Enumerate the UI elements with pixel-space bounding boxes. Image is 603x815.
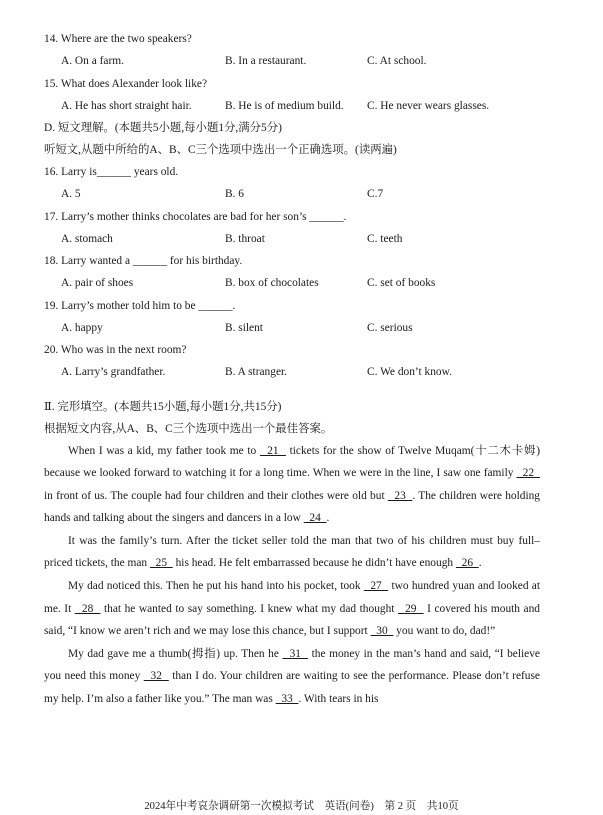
section-d-title: D. 短文理解。(本题共5小题,每小题1分,满分5分) <box>44 122 282 134</box>
passage-paragraph-4 <box>44 643 540 711</box>
question-15: 15. What does Alexander look like? <box>44 77 208 90</box>
option-c: C. He never wears glasses. <box>367 99 490 112</box>
options-14 <box>44 50 540 73</box>
question-17: 17. Larry’s mother thinks chocolates are bad for her son’s ______. <box>44 210 347 223</box>
blank-29: 29 <box>398 602 424 615</box>
passage-text: It was the family’s turn. After the ticket seller told the man that two of his children must buy full–priced tickets, the man <box>44 534 540 570</box>
passage-text: than I do. Your children are waiting to see the performance. Please don’t refuse my help. I’m also a father like you.” The man was <box>44 670 540 706</box>
passage-text: . The children were holding hands and talking about the singers and dancers in a low <box>44 489 540 525</box>
passage-text: in front of us. The couple had four children and their clothes were old but <box>44 489 388 502</box>
option-b: B. In a restaurant. <box>225 55 307 67</box>
blank-26: 26 <box>455 557 479 570</box>
options-20 <box>44 361 540 384</box>
page-footer: 2024年中考哀杂调研第一次模拟考试 英语(问卷) 第 2 页 共10页 <box>144 801 459 812</box>
blank-22: 22 <box>516 467 540 480</box>
option-b: B. throat <box>225 232 265 245</box>
section-2-instruction: 根据短文内容,从A、B、C三个选项中选出一个最佳答案。 <box>44 422 333 435</box>
passage-text: My dad gave me a thumb(拇指) up. Then he <box>68 647 283 660</box>
blank-27: 27 <box>363 580 389 593</box>
section-d-instruction: 听短文,从题中所给的A、B、C三个选项中选出一个正确选项。(读两遍) <box>44 144 397 156</box>
option-c: C. serious <box>367 321 413 334</box>
option-a: A. happy <box>61 321 103 334</box>
options-16 <box>44 183 540 206</box>
blank-24: 24 <box>303 512 327 525</box>
blank-32: 32 <box>143 670 169 683</box>
passage-text: . <box>478 557 482 570</box>
passage-text: I covered his mouth and said, “I know we aren’t rich and we may lose this chance, but I support <box>44 602 540 638</box>
option-a: A. Larry’s grandfather. <box>61 366 166 378</box>
option-b: B. 6 <box>225 188 244 200</box>
option-a: A. pair of shoes <box>61 277 134 289</box>
blank-30: 30 <box>370 625 394 638</box>
passage-text: the money in the man’s hand and said, “I believe you need this money <box>44 647 540 683</box>
option-b: B. He is of medium build. <box>225 99 344 112</box>
passage-paragraph-3 <box>44 575 540 643</box>
option-a: A. On a farm. <box>61 55 124 67</box>
blank-28: 28 <box>74 602 101 615</box>
blank-25: 25 <box>149 557 173 570</box>
question-20: 20. Who was in the next room? <box>44 344 187 356</box>
option-a: A. stomach <box>61 232 113 245</box>
option-b: B. A stranger. <box>225 366 288 378</box>
options-18 <box>44 272 540 295</box>
passage-text: two hundred yuan and looked at me. It <box>44 580 540 615</box>
question-19: 19. Larry’s mother told him to be ______. <box>44 299 236 312</box>
blank-23: 23 <box>387 489 413 502</box>
question-14: 14. Where are the two speakers? <box>44 33 192 45</box>
option-c: C. We don’t know. <box>367 366 452 378</box>
options-15 <box>44 95 540 118</box>
passage-text: When I was a kid, my father took me to <box>68 444 260 457</box>
option-c: C. teeth <box>367 232 403 245</box>
option-c: C.7 <box>367 188 384 200</box>
option-c: C. At school. <box>367 55 427 67</box>
blank-31: 31 <box>282 647 309 660</box>
option-b: B. silent <box>225 321 263 334</box>
question-16: 16. Larry is______ years old. <box>44 166 179 178</box>
options-19 <box>44 317 540 340</box>
passage-text: you want to do, dad!” <box>393 625 496 638</box>
passage-text: . With tears in his <box>298 693 379 706</box>
section-2-title: Ⅱ. 完形填空。(本题共15小题,每小题1分,共15分) <box>44 400 282 413</box>
passage-text: that he wanted to say something. I knew what my dad thought <box>100 602 398 615</box>
passage-paragraph-1 <box>44 440 540 530</box>
option-c: C. set of books <box>367 277 436 289</box>
option-a: A. He has short straight hair. <box>61 99 192 112</box>
blank-21: 21 <box>259 444 286 457</box>
passage-text: tickets for the show of Twelve Muqam(十二木卡姆) because we looked forward to watching it for a long time. When we were in the line, I saw one family <box>44 444 541 480</box>
passage-text: his head. He felt embarrassed because he didn’t have enough <box>172 557 456 570</box>
passage-text: . <box>326 512 330 525</box>
blank-33: 33 <box>275 693 299 706</box>
passage-text: My dad noticed this. Then he put his hand into his pocket, took <box>68 580 364 593</box>
options-17 <box>44 228 540 251</box>
option-b: B. box of chocolates <box>225 277 319 289</box>
question-18: 18. Larry wanted a ______ for his birthday. <box>44 255 243 267</box>
passage-paragraph-2 <box>44 530 540 575</box>
option-a: A. 5 <box>61 188 81 200</box>
exam-page <box>44 28 540 711</box>
